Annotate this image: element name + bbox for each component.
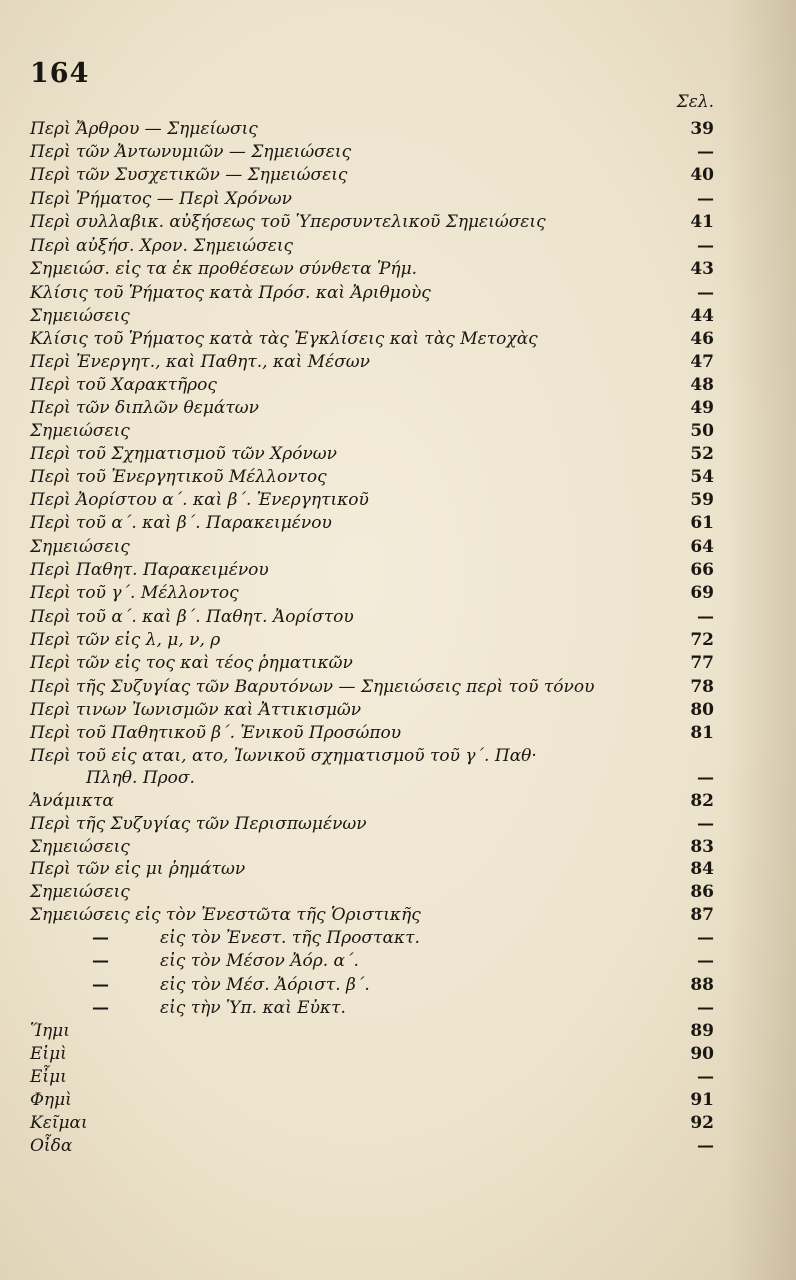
toc-entry-page: 88	[690, 975, 714, 995]
toc-entry-title: Εἰμὶ	[30, 1044, 67, 1064]
toc-entry	[0, 1135, 796, 1158]
toc-entry-page: —	[697, 951, 714, 971]
page-column-heading: Σελ.	[676, 92, 714, 112]
toc-entry	[0, 328, 796, 351]
toc-entry	[0, 836, 796, 859]
toc-entry-title: Φημὶ	[30, 1090, 72, 1110]
toc-entry-title: εἰς τὸν Ἐνεστ. τῆς Προστακτ.	[160, 928, 420, 948]
toc-entry	[0, 420, 796, 443]
toc-entry	[0, 582, 796, 605]
toc-entry	[0, 1089, 796, 1112]
toc-entry-title: Κλίσις τοῦ Ῥήματος κατὰ τὰς Ἐγκλίσεις καὶ τὰς Μετοχὰς	[30, 329, 538, 349]
toc-entry-page: 49	[690, 398, 714, 418]
toc-entry-page: 81	[690, 723, 714, 743]
toc-entry	[0, 1043, 796, 1066]
toc-entry-title: εἰς τὸν Μέσ. Ἀόριστ. β΄.	[160, 975, 370, 995]
toc-entry-title: Περὶ τοῦ γ΄. Μέλλοντος	[30, 583, 239, 603]
toc-entry	[0, 211, 796, 234]
toc-entry	[0, 559, 796, 582]
toc-entry-title: Περὶ τῶν Συσχετικῶν — Σημειώσεις	[30, 165, 348, 185]
toc-entry	[0, 629, 796, 652]
toc-entry	[0, 767, 796, 790]
toc-entry-page: 54	[690, 467, 714, 487]
toc-entry	[0, 282, 796, 305]
toc-entry-title: εἰς τὸν Μέσον Ἀόρ. α΄.	[160, 951, 359, 971]
toc-entry-title: Οἶδα	[30, 1136, 73, 1156]
toc-entry-page: 80	[690, 700, 714, 720]
toc-entry	[0, 745, 796, 768]
toc-entry	[0, 927, 796, 950]
toc-entry-page: 82	[690, 791, 714, 811]
toc-entry-title: Σημειώσεις	[30, 421, 130, 441]
toc-entry-page: 47	[690, 352, 714, 372]
toc-entry	[0, 652, 796, 675]
toc-entry	[0, 374, 796, 397]
toc-entry-page: 90	[690, 1044, 714, 1064]
toc-entry-page: 66	[690, 560, 714, 580]
toc-entry-page: 64	[690, 537, 714, 557]
toc-entry-title: Περὶ τινων Ἰωνισμῶν καὶ Ἀττικισμῶν	[30, 700, 362, 720]
toc-entry-page: 52	[690, 444, 714, 464]
toc-entry-page: —	[697, 607, 714, 627]
toc-entry-page: 59	[690, 490, 714, 510]
toc-entry-title: Περὶ τοῦ Χαρακτῆρος	[30, 375, 217, 395]
toc-entry-page: 72	[690, 630, 714, 650]
toc-entry-title: Περὶ Ἄρθρου — Σημείωσις	[30, 119, 258, 139]
toc-entry	[0, 904, 796, 927]
toc-entry-title: Περὶ τῶν εἰς τος καὶ τέος ῥηματικῶν	[30, 653, 353, 673]
toc-entry	[0, 512, 796, 535]
toc-entry-title: Περὶ συλλαβικ. αὐξήσεως τοῦ Ὑπερσυντελικοῦ Σημειώσεις	[30, 212, 546, 232]
toc-entry-title: Περὶ αὐξήσ. Χρον. Σημειώσεις	[30, 236, 294, 256]
toc-entry	[0, 790, 796, 813]
toc-entry	[0, 950, 796, 973]
ditto-dash: —	[92, 975, 109, 995]
toc-entry-title: Περὶ τῆς Συζυγίας τῶν Περισπωμένων	[30, 814, 367, 834]
toc-entry-title: Σημειώσεις	[30, 882, 130, 902]
toc-entry-page: 77	[690, 653, 714, 673]
toc-entry	[0, 258, 796, 281]
ditto-dash: —	[92, 998, 109, 1018]
toc-entry	[0, 606, 796, 629]
toc-entry-page: 83	[690, 837, 714, 857]
toc-entry-page: —	[697, 814, 714, 834]
toc-entry-page: 87	[690, 905, 714, 925]
toc-entry-page: —	[697, 283, 714, 303]
toc-entry	[0, 188, 796, 211]
toc-entry-title: Περὶ τοῦ Παθητικοῦ β΄. Ἑνικοῦ Προσώπου	[30, 723, 402, 743]
toc-entry	[0, 489, 796, 512]
toc-entry-page: 46	[690, 329, 714, 349]
toc-entry-page: 78	[690, 677, 714, 697]
toc-entry-title: Περὶ τοῦ Ἐνεργητικοῦ Μέλλοντος	[30, 467, 327, 487]
toc-entry	[0, 351, 796, 374]
toc-entry-page: 50	[690, 421, 714, 441]
toc-entry-page: —	[697, 1067, 714, 1087]
toc-entry-page: —	[697, 928, 714, 948]
toc-entry	[0, 699, 796, 722]
toc-entry-title: Περὶ τῶν εἰς λ, μ, ν, ρ	[30, 630, 221, 650]
toc-entry	[0, 1020, 796, 1043]
toc-entry	[0, 235, 796, 258]
toc-entry	[0, 536, 796, 559]
toc-entry-page: 89	[690, 1021, 714, 1041]
toc-entry-title: Σημειώσεις	[30, 306, 130, 326]
toc-entry-title: Περὶ τοῦ εἰς αται, ατο, Ἰωνικοῦ σχηματισμοῦ τοῦ γ΄. Παθ·	[30, 746, 537, 766]
toc-entry-title: Περὶ τῶν διπλῶν θεμάτων	[30, 398, 259, 418]
toc-entry	[0, 881, 796, 904]
toc-entry-page: 91	[690, 1090, 714, 1110]
toc-entry-title: Περὶ τῶν εἰς μι ῥημάτων	[30, 859, 246, 879]
toc-entry-page: 48	[690, 375, 714, 395]
toc-entry-page: 44	[690, 306, 714, 326]
toc-entry-page: 61	[690, 513, 714, 533]
toc-entry	[0, 813, 796, 836]
toc-entry-title: Περὶ τοῦ Σχηματισμοῦ τῶν Χρόνων	[30, 444, 337, 464]
toc-entry-title: Ἀνάμικτα	[30, 791, 114, 811]
toc-entry-title: εἰς τὴν Ὑπ. καὶ Εὐκτ.	[160, 998, 346, 1018]
toc-entry-title: Περὶ τῆς Συζυγίας τῶν Βαρυτόνων — Σημειώσεις περὶ τοῦ τόνου	[30, 677, 595, 697]
toc-entry	[0, 397, 796, 420]
toc-entry-page: —	[697, 768, 714, 788]
toc-entry-title: Περὶ τοῦ α΄. καὶ β΄. Παθητ. Ἀορίστου	[30, 607, 354, 627]
toc-entry-page: —	[697, 998, 714, 1018]
toc-entry-page: —	[697, 1136, 714, 1156]
toc-entry-page: 39	[690, 119, 714, 139]
toc-entry-title: Κλίσις τοῦ Ῥήματος κατὰ Πρόσ. καὶ Ἀριθμοὺς	[30, 283, 431, 303]
page-number: 164	[30, 58, 90, 89]
toc-entry-title: Περὶ Παθητ. Παρακειμένου	[30, 560, 269, 580]
toc-entry-page: 84	[690, 859, 714, 879]
toc-entry	[0, 118, 796, 141]
toc-entry-page: 40	[690, 165, 714, 185]
toc-entry-title: Περὶ Ῥήματος — Περὶ Χρόνων	[30, 189, 292, 209]
toc-entry-page: 92	[690, 1113, 714, 1133]
toc-entry-title: Σημειώσ. εἰς τα ἐκ προθέσεων σύνθετα Ῥήμ.	[30, 259, 418, 279]
toc-entry-page: 86	[690, 882, 714, 902]
toc-entry	[0, 858, 796, 881]
toc-entry-title: Ἵημι	[30, 1021, 70, 1041]
toc-entry-title: Εἶμι	[30, 1067, 67, 1087]
toc-entry	[0, 722, 796, 745]
toc-entry	[0, 676, 796, 699]
toc-entry-title: Περὶ Ἀορίστου α΄. καὶ β΄. Ἐνεργητικοῦ	[30, 490, 369, 510]
toc-entry	[0, 1066, 796, 1089]
ditto-dash: —	[92, 951, 109, 971]
toc-entry-title: Σημειώσεις	[30, 537, 130, 557]
toc-entry-page: 69	[690, 583, 714, 603]
toc-entry	[0, 141, 796, 164]
toc-entry-title: Περὶ τῶν Ἀντωνυμιῶν — Σημειώσεις	[30, 142, 352, 162]
toc-entry-title: Κεῖμαι	[30, 1113, 88, 1133]
toc-entry	[0, 1112, 796, 1135]
toc-entry-title: Πληθ. Προσ.	[86, 768, 195, 788]
toc-entry	[0, 997, 796, 1020]
toc-entry-page: —	[697, 142, 714, 162]
toc-entry-page: 43	[690, 259, 714, 279]
toc-entry-title: Σημειώσεις	[30, 837, 130, 857]
toc-entry-page: 41	[690, 212, 714, 232]
toc-entry	[0, 443, 796, 466]
toc-entry-title: Σημειώσεις εἰς τὸν Ἐνεστῶτα τῆς Ὁριστικῆς	[30, 905, 421, 925]
toc-entry-title: Περὶ τοῦ α΄. καὶ β΄. Παρακειμένου	[30, 513, 332, 533]
toc-entry-title: Περὶ Ἐνεργητ., καὶ Παθητ., καὶ Μέσων	[30, 352, 370, 372]
toc-entry	[0, 974, 796, 997]
toc-entry	[0, 305, 796, 328]
toc-entry-page: —	[697, 189, 714, 209]
toc-entry	[0, 466, 796, 489]
toc-entry	[0, 164, 796, 187]
ditto-dash: —	[92, 928, 109, 948]
toc-entry-page: —	[697, 236, 714, 256]
